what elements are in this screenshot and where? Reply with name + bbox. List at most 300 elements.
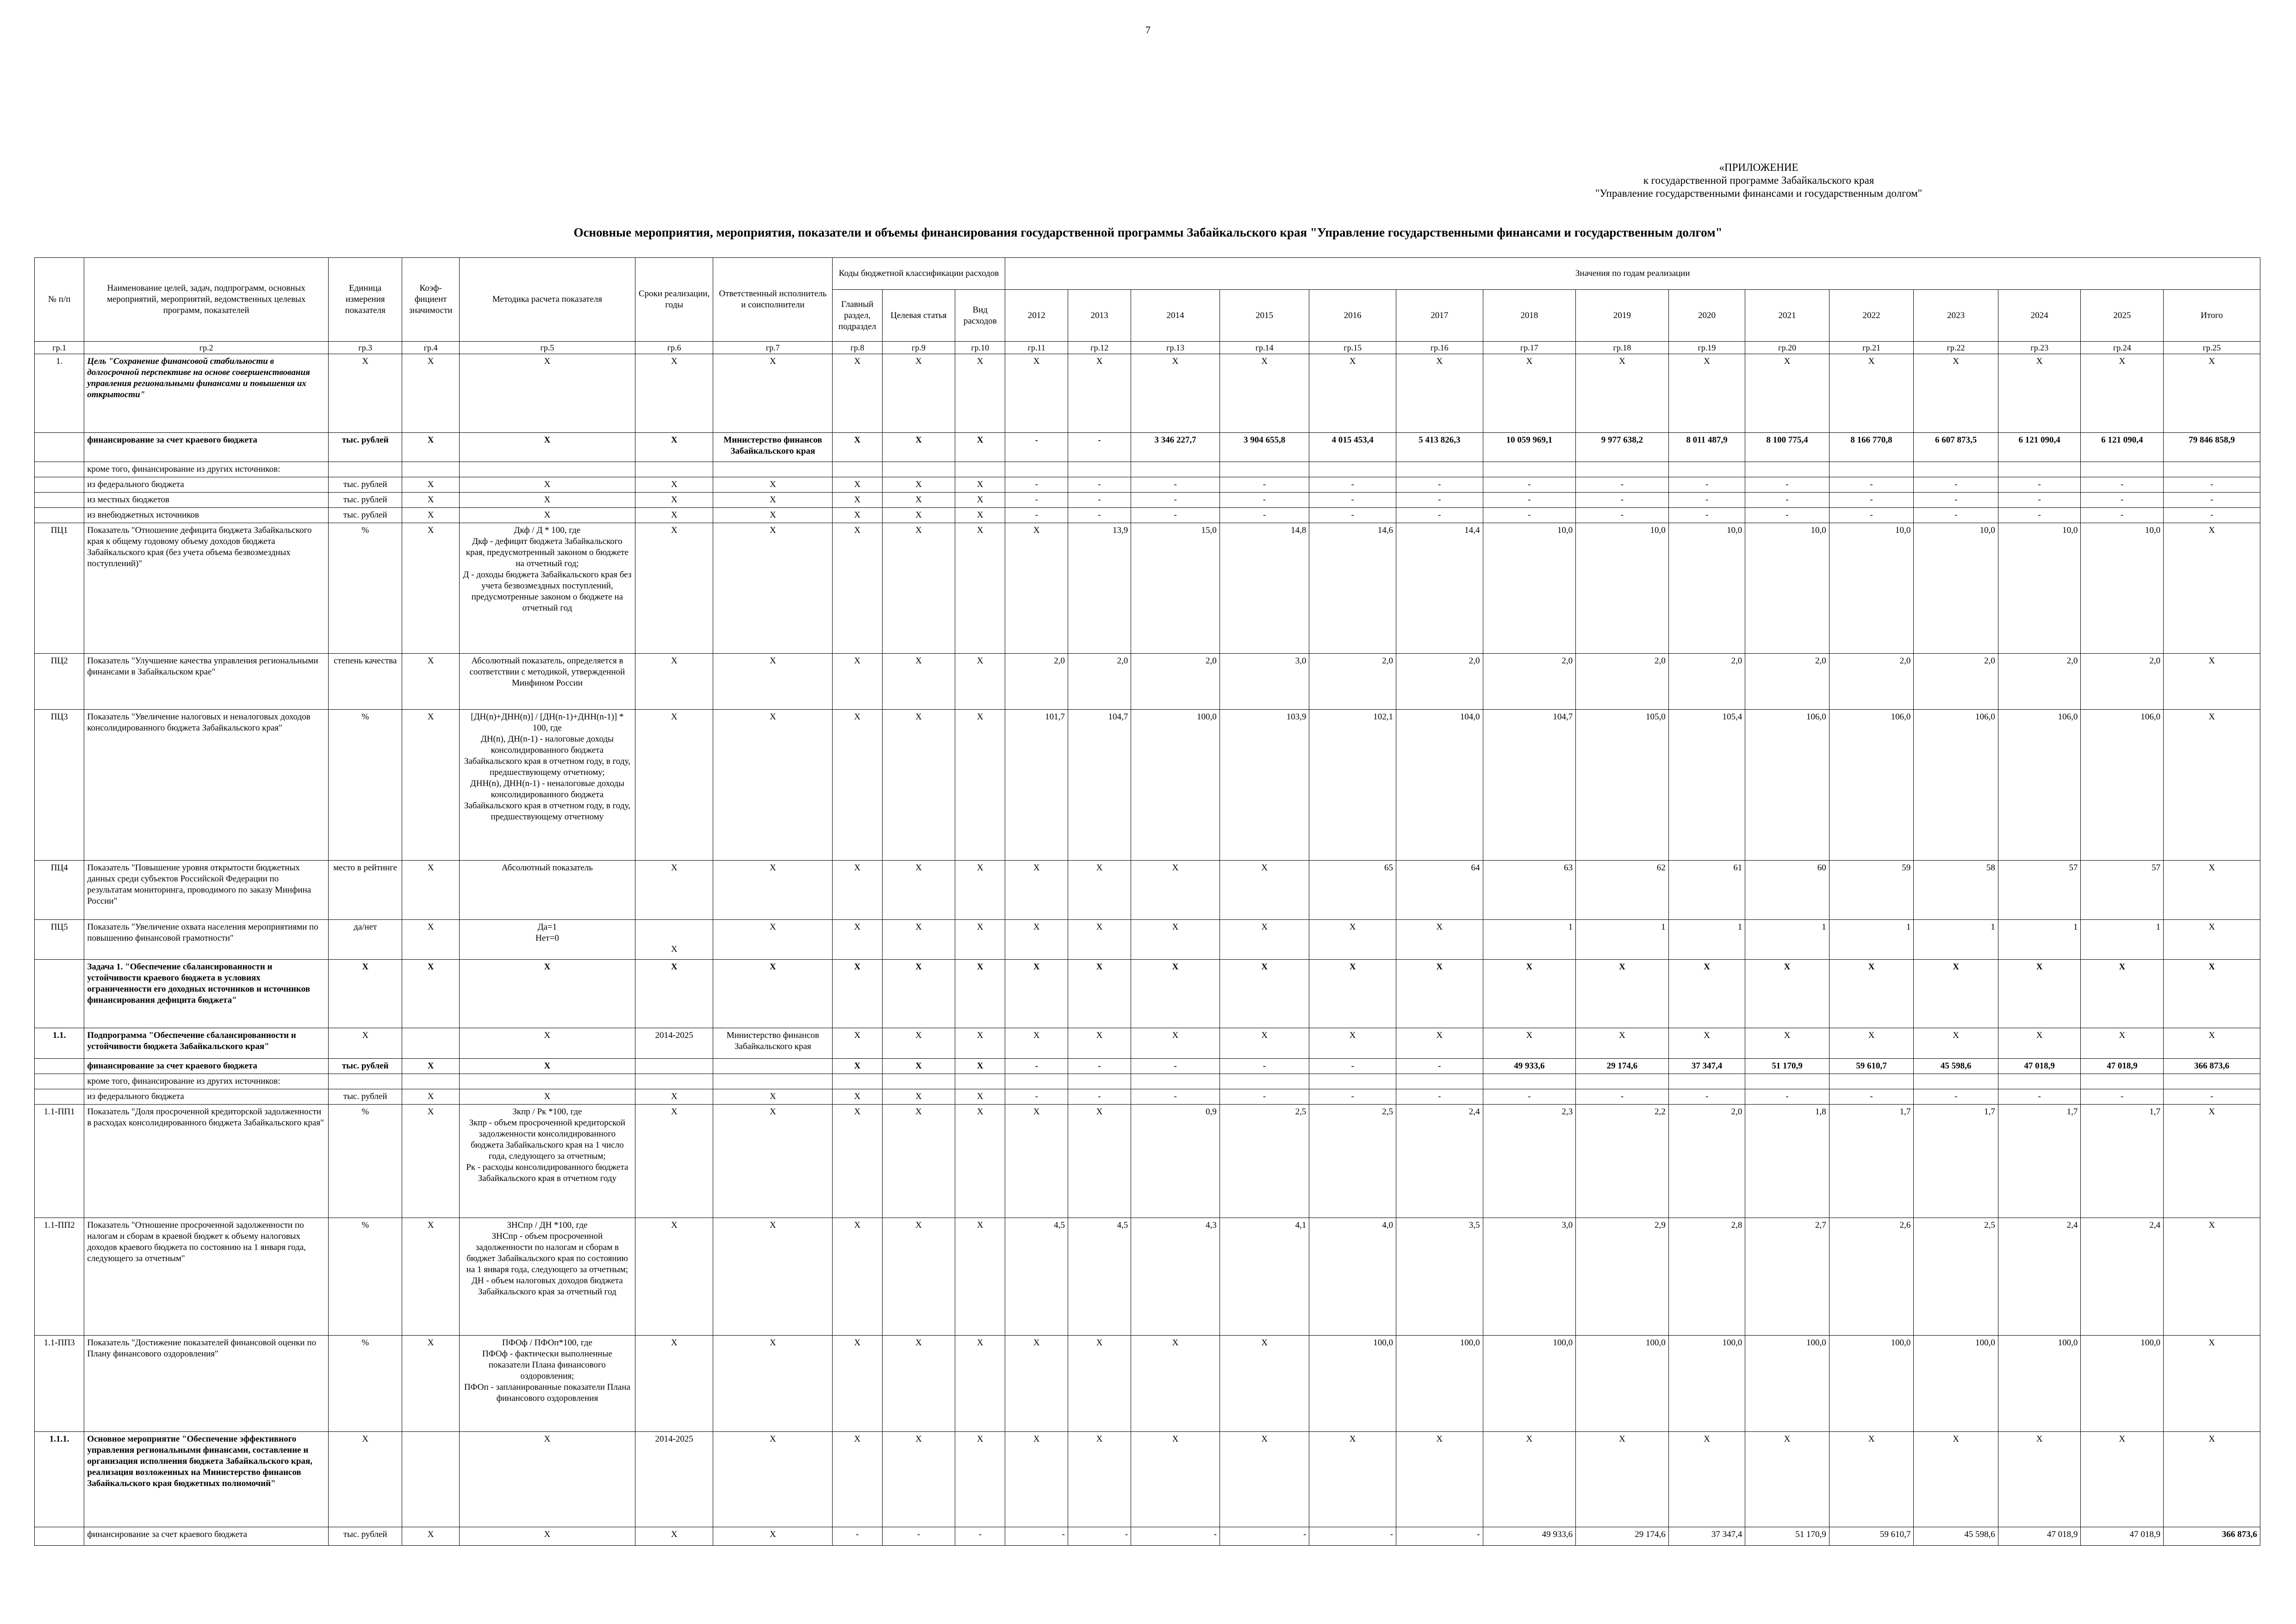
row-name: финансирование за счет краевого бюджета <box>84 1527 329 1546</box>
row-value: - <box>1068 433 1131 462</box>
row-value: 100,0 <box>1483 1336 1576 1432</box>
row-coefficient: X <box>402 1105 459 1218</box>
row-value: 2,6 <box>1829 1218 1914 1336</box>
row-value: 105,0 <box>1576 710 1669 861</box>
row-name: Задача 1. "Обеспечение сбалансированности и устойчивости краевого бюджета в условиях ограниченности его доходных источников и источников финансирования дефицита бюджета" <box>84 960 329 1028</box>
row-value: 4 015 453,4 <box>1309 433 1396 462</box>
row-coefficient <box>402 1074 459 1089</box>
row-value: 57 <box>1998 861 2081 920</box>
row-number <box>35 1059 84 1074</box>
row-value: 1 <box>1745 920 1829 960</box>
row-value: X <box>1745 960 1829 1028</box>
row-value: 45 598,6 <box>1914 1527 1998 1546</box>
row-value: 6 607 873,5 <box>1914 433 1998 462</box>
row-value: 4,5 <box>1068 1218 1131 1336</box>
row-responsible <box>713 1059 833 1074</box>
column-number: гр.20 <box>1745 342 1829 354</box>
row-value: - <box>1576 493 1669 508</box>
row-value: X <box>2081 1028 2164 1059</box>
row-value: X <box>1745 1028 1829 1059</box>
row-responsible: X <box>713 354 833 433</box>
row-value: 2,4 <box>1998 1218 2081 1336</box>
row-value: 6 121 090,4 <box>1998 433 2081 462</box>
row-value: X <box>1131 960 1220 1028</box>
row-method: X <box>459 493 635 508</box>
row-value: - <box>1220 1059 1309 1074</box>
row-code-section: X <box>833 1028 882 1059</box>
row-value: 100,0 <box>1668 1336 1745 1432</box>
row-number <box>35 462 84 477</box>
table-row <box>35 354 2260 433</box>
row-value: 47 018,9 <box>2081 1059 2164 1074</box>
row-value: 104,7 <box>1483 710 1576 861</box>
row-value: X <box>1396 354 1483 433</box>
row-value: - <box>1829 493 1914 508</box>
row-code-kind: X <box>955 654 1005 710</box>
row-code-section: X <box>833 1105 882 1218</box>
row-code-section: X <box>833 654 882 710</box>
column-number: гр.3 <box>328 342 402 354</box>
row-value: - <box>1483 493 1576 508</box>
row-value: X <box>1005 1105 1068 1218</box>
row-number <box>35 493 84 508</box>
row-value: - <box>1309 1089 1396 1105</box>
row-value: 100,0 <box>1914 1336 1998 1432</box>
row-value: 106,0 <box>1914 710 1998 861</box>
row-code-article: X <box>882 1336 955 1432</box>
row-code-article: X <box>882 710 955 861</box>
row-coefficient: X <box>402 960 459 1028</box>
row-value: X <box>2081 960 2164 1028</box>
row-value: 103,9 <box>1220 710 1309 861</box>
row-unit: тыс. рублей <box>328 433 402 462</box>
row-value: X <box>1998 1432 2081 1527</box>
row-value: 58 <box>1914 861 1998 920</box>
row-value: X <box>1829 1432 1914 1527</box>
row-code-kind: X <box>955 1432 1005 1527</box>
row-value: 2,0 <box>1483 654 1576 710</box>
row-value: X <box>1131 1028 1220 1059</box>
row-value: X <box>1309 1432 1396 1527</box>
row-unit: тыс. рублей <box>328 508 402 523</box>
row-value: 366 873,6 <box>2163 1059 2260 1074</box>
row-value <box>1483 462 1576 477</box>
row-term: X <box>635 710 713 861</box>
appendix-line-1: «ПРИЛОЖЕНИЕ <box>1719 162 1798 173</box>
row-responsible: X <box>713 1089 833 1105</box>
table-row <box>35 1218 2260 1336</box>
row-value: X <box>1829 354 1914 433</box>
table-row <box>35 654 2260 710</box>
row-value: 49 933,6 <box>1483 1527 1576 1546</box>
header-year-2015: 2015 <box>1220 290 1309 342</box>
row-value: 2,0 <box>1309 654 1396 710</box>
row-value: X <box>1745 354 1829 433</box>
row-value: 2,0 <box>1998 654 2081 710</box>
row-value: - <box>1396 1527 1483 1546</box>
row-name: Подпрограмма "Обеспечение сбалансированности и устойчивости бюджета Забайкальского края" <box>84 1028 329 1059</box>
row-value: 2,0 <box>1068 654 1131 710</box>
row-code-article: X <box>882 1059 955 1074</box>
row-code-kind: X <box>955 477 1005 493</box>
row-value <box>1131 462 1220 477</box>
row-code-kind: X <box>955 861 1005 920</box>
row-value: 1 <box>1998 920 2081 960</box>
row-code-article: X <box>882 1089 955 1105</box>
row-code-article: X <box>882 861 955 920</box>
header-num: № п/п <box>35 258 84 342</box>
row-code-section <box>833 1074 882 1089</box>
row-value: 2,4 <box>1396 1105 1483 1218</box>
row-value: - <box>1396 508 1483 523</box>
table-row <box>35 1089 2260 1105</box>
table-row <box>35 493 2260 508</box>
row-value: 5 413 826,3 <box>1396 433 1483 462</box>
row-value: - <box>1576 1089 1669 1105</box>
row-value: X <box>2163 1105 2260 1218</box>
row-method: X <box>459 354 635 433</box>
row-value: 1,7 <box>1998 1105 2081 1218</box>
appendix-line-2: к государственной программе Забайкальского края <box>1643 175 1874 186</box>
row-value: X <box>1483 1432 1576 1527</box>
row-method <box>459 462 635 477</box>
row-responsible: X <box>713 920 833 960</box>
row-method: ЗНСпр / ДН *100, где ЗНСпр - объем просроченной задолженности по налогам и сборам в бюджет Забайкальского края по состоянию на 1 января года, следующего за отчетным; ДН - объем налоговых доходов бюджета Забайкальского края за отчетный год <box>459 1218 635 1336</box>
row-value: 2,9 <box>1576 1218 1669 1336</box>
row-value: 102,1 <box>1309 710 1396 861</box>
row-value: 3,0 <box>1220 654 1309 710</box>
row-name: финансирование за счет краевого бюджета <box>84 1059 329 1074</box>
row-coefficient <box>402 462 459 477</box>
row-value: 2,0 <box>1576 654 1669 710</box>
row-value: 8 011 487,9 <box>1668 433 1745 462</box>
row-code-article: X <box>882 354 955 433</box>
row-value: X <box>1668 960 1745 1028</box>
row-coefficient: X <box>402 861 459 920</box>
row-code-section: X <box>833 1089 882 1105</box>
row-coefficient: X <box>402 493 459 508</box>
row-value: 2,0 <box>1668 654 1745 710</box>
row-value: X <box>1005 354 1068 433</box>
row-number <box>35 508 84 523</box>
row-method: Абсолютный показатель, определяется в соответствии с методикой, утвержденной Минфином России <box>459 654 635 710</box>
row-value <box>2081 1074 2164 1089</box>
row-value <box>1668 1074 1745 1089</box>
row-value: - <box>2081 508 2164 523</box>
row-term: X <box>635 1336 713 1432</box>
row-code-section: X <box>833 477 882 493</box>
header-year-2024: 2024 <box>1998 290 2081 342</box>
row-value: X <box>2081 354 2164 433</box>
row-coefficient: X <box>402 1059 459 1074</box>
row-term: X <box>635 1105 713 1218</box>
row-value: 100,0 <box>1745 1336 1829 1432</box>
row-value: 10,0 <box>2081 523 2164 654</box>
row-value: 59 610,7 <box>1829 1059 1914 1074</box>
row-method: X <box>459 1089 635 1105</box>
column-number: гр.6 <box>635 342 713 354</box>
row-value: - <box>1131 1089 1220 1105</box>
row-code-kind <box>955 1074 1005 1089</box>
row-value: - <box>1220 508 1309 523</box>
row-value: X <box>1131 861 1220 920</box>
row-coefficient <box>402 1028 459 1059</box>
row-value <box>1745 1074 1829 1089</box>
row-value: 37 347,4 <box>1668 1059 1745 1074</box>
appendix-line-3: "Управление государственными финансами и государственным долгом" <box>1595 187 1923 199</box>
row-value: 10,0 <box>1745 523 1829 654</box>
row-value: - <box>1220 493 1309 508</box>
row-method: ПФОф / ПФОп*100, где ПФОф - фактически выполненные показатели Плана финансового оздоровления; ПФОп - запланированные показатели Плана финансового оздоровления <box>459 1336 635 1432</box>
row-value <box>1998 462 2081 477</box>
row-value: X <box>1220 1336 1309 1432</box>
row-number: 1.1-ПП2 <box>35 1218 84 1336</box>
row-value: 1 <box>1668 920 1745 960</box>
header-year-2016: 2016 <box>1309 290 1396 342</box>
row-method: Абсолютный показатель <box>459 861 635 920</box>
row-value <box>1668 462 1745 477</box>
row-unit: да/нет <box>328 920 402 960</box>
row-value: 47 018,9 <box>2081 1527 2164 1546</box>
row-value: X <box>1998 1028 2081 1059</box>
row-value: - <box>1309 493 1396 508</box>
row-unit: X <box>328 960 402 1028</box>
row-method: X <box>459 1028 635 1059</box>
row-value: - <box>1396 493 1483 508</box>
row-value: X <box>2081 1432 2164 1527</box>
row-code-article: X <box>882 654 955 710</box>
row-value: X <box>1131 920 1220 960</box>
row-value: X <box>1005 1432 1068 1527</box>
row-value: 2,5 <box>1220 1105 1309 1218</box>
row-value: 4,3 <box>1131 1218 1220 1336</box>
row-number <box>35 1089 84 1105</box>
row-code-section: X <box>833 493 882 508</box>
row-value: X <box>1068 960 1131 1028</box>
table-row <box>35 920 2260 960</box>
row-code-kind: - <box>955 1527 1005 1546</box>
row-value: - <box>1668 493 1745 508</box>
row-value: 3,0 <box>1483 1218 1576 1336</box>
row-value: - <box>1998 493 2081 508</box>
page-number: 7 <box>1145 24 1151 36</box>
row-code-article: X <box>882 523 955 654</box>
row-code-section: X <box>833 508 882 523</box>
row-number: 1.1-ПП1 <box>35 1105 84 1218</box>
row-value: X <box>1220 861 1309 920</box>
column-number: гр.18 <box>1576 342 1669 354</box>
row-value: - <box>1914 508 1998 523</box>
row-value: 59 610,7 <box>1829 1527 1914 1546</box>
row-unit: место в рейтинге <box>328 861 402 920</box>
row-code-kind: X <box>955 1089 1005 1105</box>
row-value: 2,8 <box>1668 1218 1745 1336</box>
row-unit <box>328 462 402 477</box>
row-value <box>1829 462 1914 477</box>
row-method: Да=1 Нет=0 <box>459 920 635 960</box>
row-unit: тыс. рублей <box>328 493 402 508</box>
row-value <box>1220 1074 1309 1089</box>
row-term: X <box>635 1218 713 1336</box>
row-value: X <box>1745 1432 1829 1527</box>
row-value <box>1131 1074 1220 1089</box>
row-responsible <box>713 1074 833 1089</box>
row-number: ПЦ3 <box>35 710 84 861</box>
row-value: - <box>1668 477 1745 493</box>
row-value <box>1998 1074 2081 1089</box>
header-year-2025: 2025 <box>2081 290 2164 342</box>
row-responsible: X <box>713 477 833 493</box>
row-value: 4,5 <box>1005 1218 1068 1336</box>
column-number: гр.8 <box>833 342 882 354</box>
row-value: - <box>2081 477 2164 493</box>
column-number: гр.4 <box>402 342 459 354</box>
column-number: гр.7 <box>713 342 833 354</box>
row-code-article <box>882 1074 955 1089</box>
row-coefficient: X <box>402 1218 459 1336</box>
column-number: гр.14 <box>1220 342 1309 354</box>
row-value: - <box>1005 477 1068 493</box>
row-value <box>1005 462 1068 477</box>
row-value: 63 <box>1483 861 1576 920</box>
row-value: X <box>2163 920 2260 960</box>
row-value: X <box>1483 354 1576 433</box>
row-value: X <box>1005 861 1068 920</box>
appendix-note <box>1458 161 2060 200</box>
row-value: 10,0 <box>1998 523 2081 654</box>
row-value: 47 018,9 <box>1998 1059 2081 1074</box>
header-code-kind: Вид расходов <box>955 290 1005 342</box>
row-value: - <box>1998 508 2081 523</box>
header-year-2012: 2012 <box>1005 290 1068 342</box>
header-year-2017: 2017 <box>1396 290 1483 342</box>
row-value: X <box>1220 354 1309 433</box>
row-responsible: X <box>713 1105 833 1218</box>
row-value: - <box>2081 1089 2164 1105</box>
row-value: - <box>2163 493 2260 508</box>
row-code-article: - <box>882 1527 955 1546</box>
row-value: 1 <box>1483 920 1576 960</box>
row-term: X <box>635 861 713 920</box>
row-value: - <box>1396 1059 1483 1074</box>
row-term: 2014-2025 <box>635 1028 713 1059</box>
row-value: 100,0 <box>1309 1336 1396 1432</box>
row-responsible: X <box>713 654 833 710</box>
row-value: - <box>1131 1059 1220 1074</box>
row-value <box>1576 462 1669 477</box>
row-value: X <box>1914 960 1998 1028</box>
table-row <box>35 1105 2260 1218</box>
row-value: 10,0 <box>1914 523 1998 654</box>
row-term: X <box>635 960 713 1028</box>
row-value: X <box>2163 523 2260 654</box>
row-coefficient: X <box>402 508 459 523</box>
row-term <box>635 1059 713 1074</box>
row-value: - <box>1309 477 1396 493</box>
row-number: 1.1.1. <box>35 1432 84 1527</box>
row-value: - <box>1998 477 2081 493</box>
row-value: 2,3 <box>1483 1105 1576 1218</box>
header-year-2018: 2018 <box>1483 290 1576 342</box>
row-value: - <box>1068 477 1131 493</box>
row-value: X <box>1131 1432 1220 1527</box>
row-unit: X <box>328 1028 402 1059</box>
row-name: Показатель "Увеличение налоговых и неналоговых доходов консолидированного бюджета Забайкальского края" <box>84 710 329 861</box>
header-responsible: Ответственный исполнитель и соисполнители <box>713 258 833 342</box>
row-value: - <box>1068 493 1131 508</box>
row-value: - <box>2081 493 2164 508</box>
row-value: 62 <box>1576 861 1669 920</box>
row-value: 2,0 <box>1396 654 1483 710</box>
row-value: - <box>1745 508 1829 523</box>
row-value: X <box>1396 1028 1483 1059</box>
row-value: - <box>1131 477 1220 493</box>
table-row <box>35 462 2260 477</box>
row-value: X <box>1220 1432 1309 1527</box>
row-value: 49 933,6 <box>1483 1059 1576 1074</box>
row-value: 105,4 <box>1668 710 1745 861</box>
row-value: 100,0 <box>1131 710 1220 861</box>
row-value: - <box>1483 508 1576 523</box>
row-value: 9 977 638,2 <box>1576 433 1669 462</box>
row-method: X <box>459 1059 635 1074</box>
row-code-article: X <box>882 1432 955 1527</box>
row-method: X <box>459 1432 635 1527</box>
row-value: X <box>1131 354 1220 433</box>
row-value: - <box>1220 477 1309 493</box>
row-value: X <box>1396 960 1483 1028</box>
row-code-kind: X <box>955 920 1005 960</box>
table-row <box>35 433 2260 462</box>
row-value: - <box>1005 433 1068 462</box>
row-responsible: X <box>713 1432 833 1527</box>
row-responsible: Министерство финансов Забайкальского края <box>713 433 833 462</box>
row-value: X <box>1668 354 1745 433</box>
row-value: X <box>1668 1028 1745 1059</box>
row-code-kind: X <box>955 1336 1005 1432</box>
row-value: - <box>1068 508 1131 523</box>
row-coefficient: X <box>402 1089 459 1105</box>
row-value: 51 170,9 <box>1745 1527 1829 1546</box>
row-name: из местных бюджетов <box>84 493 329 508</box>
row-code-section: X <box>833 523 882 654</box>
column-number: гр.11 <box>1005 342 1068 354</box>
row-value: 79 846 858,9 <box>2163 433 2260 462</box>
row-value: 51 170,9 <box>1745 1059 1829 1074</box>
row-value: X <box>1068 861 1131 920</box>
row-value: - <box>1745 477 1829 493</box>
row-value: X <box>2163 354 2260 433</box>
row-value: 47 018,9 <box>1998 1527 2081 1546</box>
row-value: - <box>1829 508 1914 523</box>
row-value: 45 598,6 <box>1914 1059 1998 1074</box>
row-value: 2,7 <box>1745 1218 1829 1336</box>
column-number: гр.1 <box>35 342 84 354</box>
document-title: Основные мероприятия, мероприятия, показатели и объемы финансирования государственной программы Забайкальского края "Управление государственными финансами и государственным долгом" <box>573 225 1723 239</box>
row-unit: % <box>328 523 402 654</box>
column-number: гр.13 <box>1131 342 1220 354</box>
row-value: 14,4 <box>1396 523 1483 654</box>
row-unit: % <box>328 1336 402 1432</box>
row-term: X <box>635 654 713 710</box>
row-value: 13,9 <box>1068 523 1131 654</box>
row-coefficient <box>402 1432 459 1527</box>
row-value: X <box>1829 1028 1914 1059</box>
row-value: X <box>1396 1432 1483 1527</box>
row-name: кроме того, финансирование из других источников: <box>84 462 329 477</box>
row-value: - <box>1005 508 1068 523</box>
column-number: гр.22 <box>1914 342 1998 354</box>
